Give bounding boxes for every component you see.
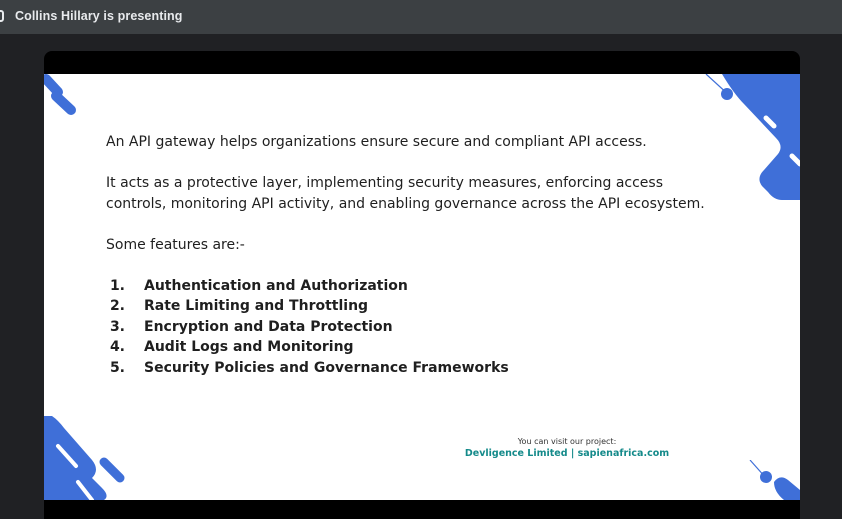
- features-list: [106, 276, 706, 379]
- presenting-banner: [0, 0, 842, 34]
- shared-slide: [44, 74, 800, 500]
- list-number: 5.: [109, 359, 125, 376]
- list-number: 3.: [109, 318, 125, 335]
- slide-intro: An API gateway helps organizations ensure secure and compliant API access.: [106, 134, 647, 150]
- list-item-text: Encryption and Data Protection: [144, 318, 393, 335]
- list-number: 2.: [109, 298, 125, 314]
- footer-prompt: You can visit our project:: [517, 437, 617, 446]
- list-item-text: Authentication and Authorization: [144, 277, 408, 294]
- list-item-text: Security Policies and Governance Frameworks: [144, 359, 509, 376]
- list-item: [106, 317, 706, 338]
- corner-decoration-bottom-right: [746, 460, 800, 500]
- corner-decoration-top-right: [704, 74, 800, 200]
- list-number: 1.: [109, 277, 125, 294]
- corner-decoration-bottom-left: [44, 416, 126, 500]
- list-item: [106, 358, 706, 379]
- corner-decoration-top-left: [44, 74, 84, 118]
- presentation-stage[interactable]: [44, 51, 800, 519]
- list-item: [106, 337, 706, 358]
- list-number: 4.: [109, 339, 125, 355]
- slide-description: It acts as a protective layer, implementing security measures, enforcing access controls, monitoring API activity, and enabling governance across the API ecosystem.: [106, 175, 705, 212]
- list-item: [106, 296, 706, 317]
- presenter-label: Collins Hillary is presenting: [15, 9, 183, 23]
- list-item-text: Rate Limiting and Throttling: [144, 298, 369, 314]
- features-heading: Some features are:-: [106, 236, 245, 253]
- slide-footer: [444, 436, 690, 460]
- list-item-text: Audit Logs and Monitoring: [144, 339, 354, 355]
- slide-content: [106, 132, 706, 378]
- list-item: [106, 276, 706, 297]
- footer-project-link: Devligence Limited | sapienafrica.com: [464, 448, 670, 459]
- present-screen-icon: [0, 10, 4, 22]
